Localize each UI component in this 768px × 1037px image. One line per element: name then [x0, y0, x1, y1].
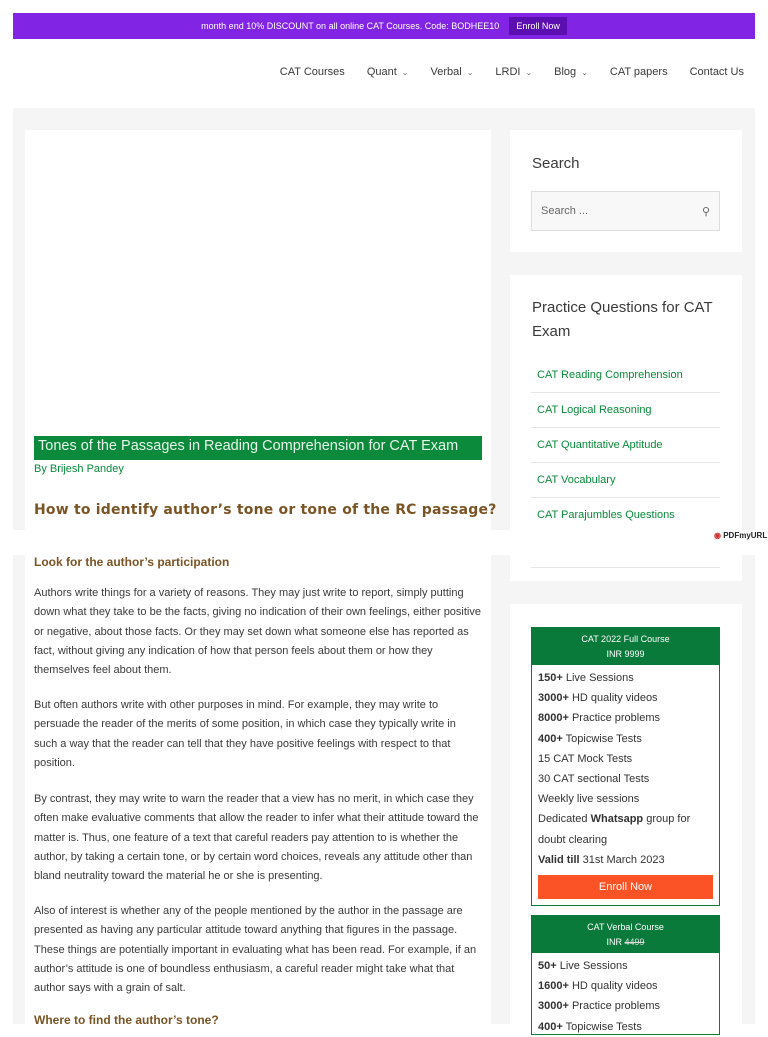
- search-input[interactable]: [531, 191, 720, 231]
- paragraph: By contrast, they may write to warn the reader that a view has no merit, in which case they often make evaluative comments that allow the reader to infer what their attitude toward the matter is. Thus, one feature of a text that careful readers pay attention to is whether the author, by taking a certain tone, or by certain word choices, reveals any attitude other than bland neutrality toward the material he or she is presenting.: [34, 793, 479, 883]
- course-feature: 15 CAT Mock Tests: [538, 752, 633, 765]
- course-feature: 8000+ Practice problems: [538, 712, 660, 725]
- article-heading: How to identify author’s tone or tone of the RC passage?: [34, 502, 497, 518]
- course-feature: Weekly live sessions: [538, 793, 640, 806]
- course-card-full: [531, 627, 720, 906]
- search-icon[interactable]: ⚲: [701, 205, 710, 218]
- course-header: [532, 628, 719, 665]
- practice-link[interactable]: CAT Vocabulary: [531, 463, 720, 498]
- article-title: Tones of the Passages in Reading Comprehension for CAT Exam: [34, 436, 482, 460]
- course-feature: 400+ Topicwise Tests: [538, 1020, 642, 1033]
- nav-label: CAT papers: [609, 66, 668, 78]
- nav-lrdi[interactable]: [495, 66, 532, 78]
- byline[interactable]: By Brijesh Pandey: [34, 463, 124, 475]
- paragraph: But often authors write with other purposes in mind. For example, they may write to persuade the reader of the merits of some position, in which case they typically write in such a way that the reader can tell that they have positive feelings with respect to that position.: [34, 699, 456, 769]
- nav-cat-courses[interactable]: [280, 66, 345, 78]
- chevron-down-icon: ⌄: [401, 68, 409, 77]
- enroll-now-button[interactable]: Enroll Now: [538, 875, 713, 899]
- subheading: Where to find the author’s tone?: [34, 1013, 219, 1027]
- course-price: INR 9999: [606, 649, 645, 659]
- nav-label: Blog: [554, 66, 577, 78]
- chevron-down-icon: ⌄: [466, 68, 474, 77]
- course-feature: 50+ Live Sessions: [538, 960, 628, 972]
- page-break: [13, 530, 755, 555]
- practice-link[interactable]: CAT Quantitative Aptitude: [531, 428, 720, 463]
- course-feature: 1600+ HD quality videos: [538, 980, 658, 993]
- paragraph: Also of interest is whether any of the people mentioned by the author in the passage are presented as having any particular attitude toward anything that figures in the passage. These things are potentially important in evaluating what has been read. For example, if an author’s attitude is one of boundless enthusiasm, a careful reader might take what that author says with a grain of salt.: [34, 905, 477, 995]
- practice-link[interactable]: CAT Reading Comprehension: [531, 358, 720, 393]
- course-price: INR 4499: [606, 937, 645, 947]
- chevron-down-icon: ⌄: [581, 68, 588, 77]
- course-feature: 400+ Topicwise Tests: [538, 732, 642, 745]
- course-card-verbal: [531, 915, 720, 1035]
- course-feature: Dedicated Whatsapp group for doubt clearing: [538, 813, 691, 846]
- course-validity: Valid till 31st March 2023: [538, 853, 665, 866]
- practice-link[interactable]: CAT Logical Reasoning: [531, 393, 720, 428]
- course-feature: 3000+ Practice problems: [538, 1000, 660, 1013]
- practice-link[interactable]: CAT Parajumbles Questions: [531, 498, 720, 533]
- nav-label: Verbal: [430, 66, 462, 78]
- promo-banner: [13, 13, 755, 39]
- nav-blog[interactable]: [554, 66, 588, 78]
- nav-label: CAT Courses: [279, 66, 345, 78]
- course-feature: 30 CAT sectional Tests: [538, 773, 650, 786]
- practice-title: Practice Questions for CAT Exam: [532, 299, 713, 340]
- course-header: [532, 916, 719, 953]
- promo-enroll-button[interactable]: Enroll Now: [509, 17, 567, 35]
- nav-contact[interactable]: [690, 66, 744, 78]
- course-feature: 3000+ HD quality videos: [538, 692, 658, 705]
- course-name: CAT 2022 Full Course: [581, 634, 670, 644]
- nav-label: LRDI: [495, 66, 521, 78]
- paragraph: Authors write things for a variety of reasons. They may just write to report, simply putting down what they take to be the facts, giving no indication of their own feelings, either positive or negative, about those facts. Or they may set down what someone else has reported as fact, without giving any indication of how that person feels about them or how they themselves feel about them.: [34, 587, 481, 677]
- article-card: [25, 130, 491, 1024]
- main-nav: [280, 66, 744, 78]
- search-placeholder: Search ...: [541, 205, 589, 217]
- promo-text: month end 10% DISCOUNT on all online CAT Courses. Code: BODHEE10: [201, 21, 500, 31]
- subheading: Look for the author’s participation: [34, 555, 230, 569]
- chevron-down-icon: ⌄: [525, 68, 533, 77]
- search-title: Search: [532, 155, 580, 172]
- nav-label: Quant: [366, 66, 397, 78]
- nav-quant[interactable]: [367, 66, 409, 78]
- course-feature: 150+ Live Sessions: [538, 672, 634, 684]
- course-name: CAT Verbal Course: [587, 922, 664, 932]
- pdfmyurl-watermark: ◉ PDFmyURL: [714, 531, 768, 540]
- nav-cat-papers[interactable]: [610, 66, 668, 78]
- nav-verbal[interactable]: [430, 66, 473, 78]
- nav-label: Contact Us: [689, 66, 744, 78]
